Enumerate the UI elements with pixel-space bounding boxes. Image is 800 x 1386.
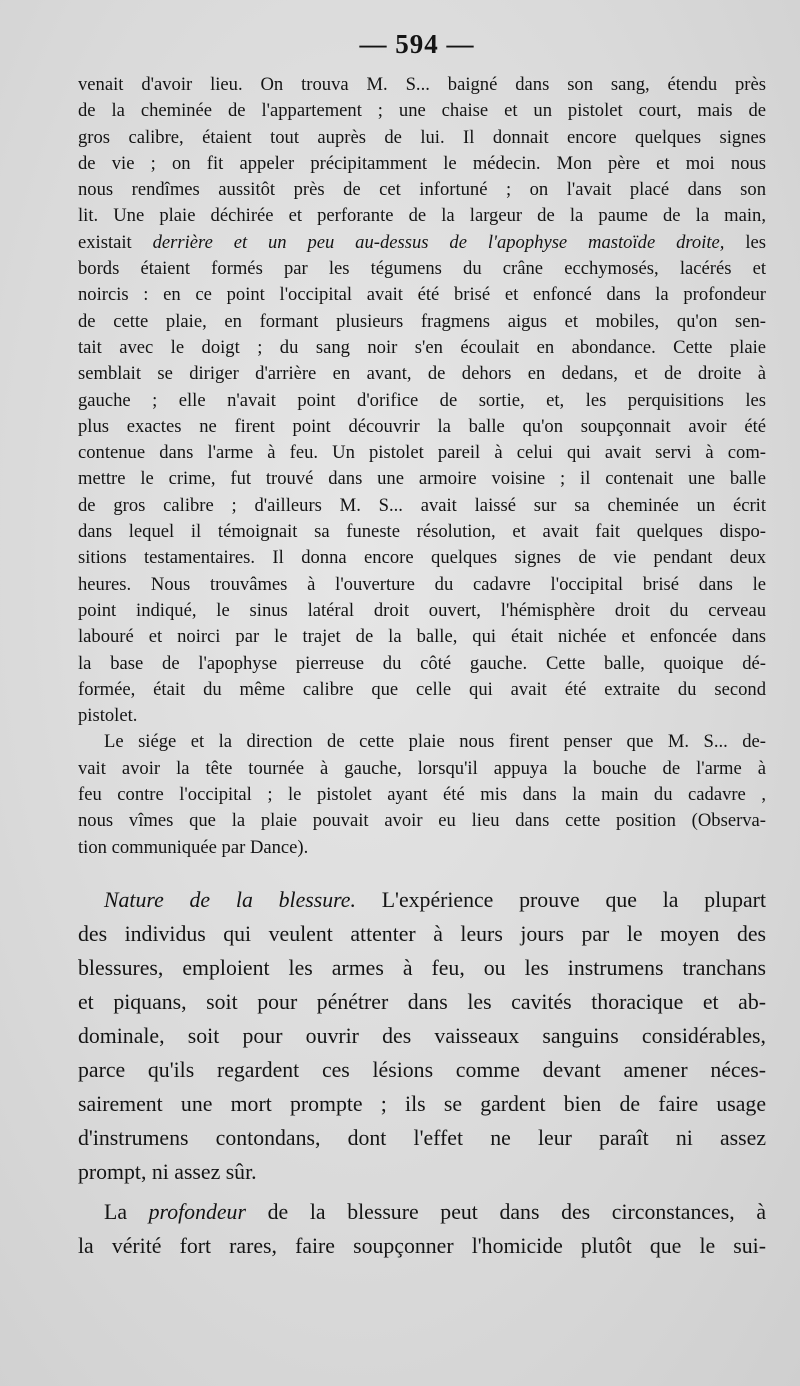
text-line: point indiqué, le sinus latéral droit ouvert, l'hémisphère droit du cerveau xyxy=(78,599,766,621)
text-line: tion communiquée par Dance). xyxy=(78,836,309,858)
text-line-with-heading xyxy=(78,883,766,917)
text-line: et piquans, soit pour pénétrer dans les cavités thoracique et ab- xyxy=(78,989,766,1014)
text-line: la vérité fort rares, faire soupçonner l'homicide plutôt que le sui- xyxy=(78,1233,766,1258)
text-line: formée, était du même calibre que celle qui avait été extraite du second xyxy=(78,678,766,700)
text-line: feu contre l'occipital ; le pistolet ayant été mis dans la main du cadavre , xyxy=(78,784,766,806)
text-line: Le siége et la direction de cette plaie nous firent penser que M. S... de- xyxy=(104,731,766,753)
text-run: La xyxy=(104,1199,149,1224)
italic-term: profondeur xyxy=(148,1199,246,1224)
page-number: — 594 — xyxy=(359,29,475,59)
paragraph-conclusion xyxy=(78,729,766,860)
text-line: dominale, soit pour ouvrir des vaisseaux sanguins considérables, xyxy=(78,1023,766,1048)
text-line: nous vîmes que la plaie pouvait avoir eu lieu dans cette position (Observa- xyxy=(78,810,766,832)
text-line: sairement une mort prompte ; ils se gardent bien de faire usage xyxy=(78,1091,766,1116)
text-line: vait avoir la tête tournée à gauche, lorsqu'il appuya la bouche de l'arme à xyxy=(78,757,766,779)
text-line: parce qu'ils regardent ces lésions comme devant amener néces- xyxy=(78,1057,766,1082)
main-text xyxy=(78,883,766,1263)
text-line: contenue dans l'arme à feu. Un pistolet pareil à celui qui avait servi à com- xyxy=(78,442,766,464)
section-heading: Nature de la blessure. xyxy=(104,887,356,912)
text-line: mettre le crime, fut trouvé dans une armoire voisine ; il contenait une balle xyxy=(78,468,766,490)
text-line: noircis : en ce point l'occipital avait été brisé et enfoncé dans la profondeur xyxy=(78,284,766,306)
case-observation-text xyxy=(78,72,766,861)
text-line: gros calibre, étaient tout auprès de lui. Il donnait encore quelques signes xyxy=(78,126,766,148)
text-line: pistolet. xyxy=(78,705,138,727)
text-line: labouré et noirci par le trajet de la balle, qui était nichée et enfoncée dans xyxy=(78,626,766,648)
paragraph-nature-blessure xyxy=(78,883,766,1189)
text-run: les xyxy=(724,231,766,253)
text-line: la base de l'apophyse pierreuse du côté gauche. Cette balle, quoique dé- xyxy=(78,652,766,674)
italic-phrase: derrière et un peu au-dessus de l'apophyse mastoïde droite, xyxy=(152,231,725,253)
text-line-with-italic xyxy=(78,230,766,256)
text-run: L'expérience prouve que la plupart xyxy=(355,887,766,912)
text-line: tait avec le doigt ; du sang noir s'en écoulait en abondance. Cette plaie xyxy=(78,336,766,358)
text-line: venait d'avoir lieu. On trouva M. S... baigné dans son sang, étendu près xyxy=(78,74,766,95)
text-line: de gros calibre ; d'ailleurs M. S... avait laissé sur sa cheminée un écrit xyxy=(78,494,766,516)
text-line: plus exactes ne firent point découvrir la balle qu'on soupçonnait avoir été xyxy=(78,415,766,437)
text-line: heures. Nous trouvâmes à l'ouverture du cadavre l'occipital brisé dans le xyxy=(78,573,766,595)
text-line: prompt, ni assez sûr. xyxy=(78,1159,257,1184)
text-line: de cette plaie, en formant plusieurs fragmens aigus et mobiles, qu'on sen- xyxy=(78,310,766,332)
text-line: blessures, emploient les armes à feu, ou les instrumens tranchans xyxy=(78,955,766,980)
paragraph-profondeur xyxy=(78,1195,766,1263)
text-line: gauche ; elle n'avait point d'orifice de sortie, et, les perquisitions les xyxy=(78,389,766,411)
text-line: semblait se diriger d'arrière en avant, de dehors en dedans, et de droite à xyxy=(78,363,766,385)
text-line: d'instrumens contondans, dont l'effet ne leur paraît ni assez xyxy=(78,1125,766,1150)
text-line: sitions testamentaires. Il donna encore quelques signes de vie pendant deux xyxy=(78,547,766,569)
paragraph-observation xyxy=(78,72,766,729)
text-line-with-italic xyxy=(78,1195,766,1229)
text-line: de vie ; on fit appeler précipitamment le médecin. Mon père et moi nous xyxy=(78,152,766,174)
text-run: de la blessure peut dans des circonstances, à xyxy=(245,1199,766,1224)
text-line: dans lequel il témoignait sa funeste résolution, et avait fait quelques dispo- xyxy=(78,521,766,543)
text-run: existait xyxy=(78,231,153,253)
text-line: de la cheminée de l'appartement ; une chaise et un pistolet court, mais de xyxy=(78,100,766,122)
text-line: bords étaient formés par les tégumens du crâne ecchymosés, lacérés et xyxy=(78,258,766,280)
text-line: nous rendîmes aussitôt près de cet infortuné ; on l'avait placé dans son xyxy=(78,179,766,201)
text-line: des individus qui veulent attenter à leurs jours par le moyen des xyxy=(78,921,766,946)
text-line: lit. Une plaie déchirée et perforante de la largeur de la paume de la main, xyxy=(78,205,766,227)
